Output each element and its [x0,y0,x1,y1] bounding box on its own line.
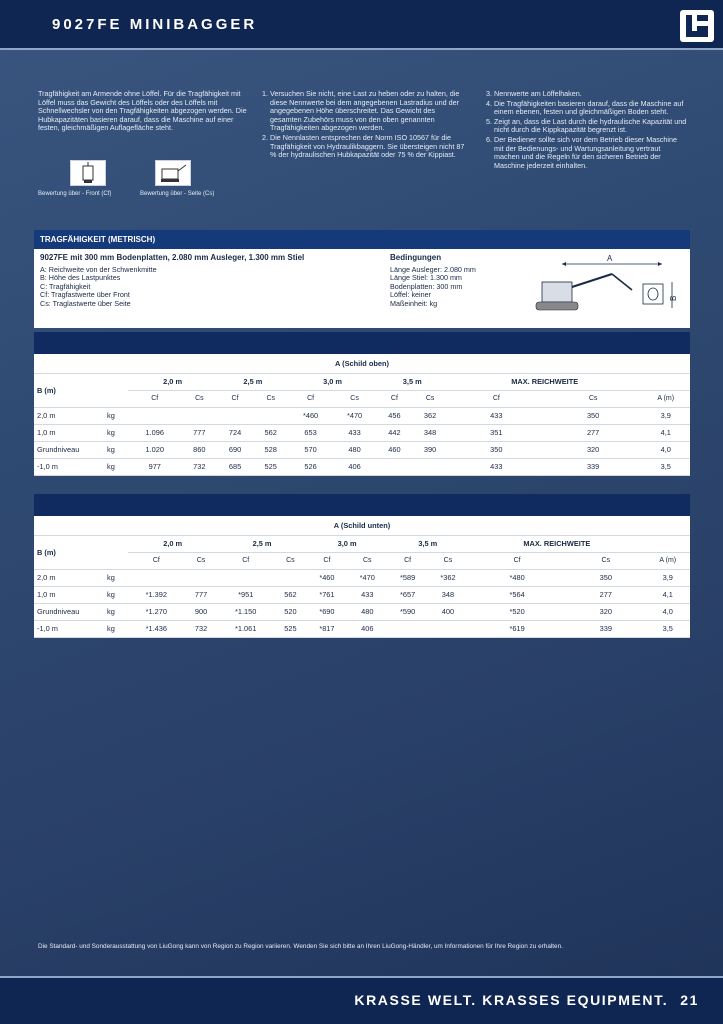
table-row [34,603,690,620]
sub-header: Cs [333,390,377,407]
height-cell: -1,0 m [34,458,104,475]
value-cell: 3,9 [646,569,690,586]
note-item: 1. Versuchen Sie nicht, eine Last zu heben oder zu halten, die diese Nennwerte bei dem angegebenen Lastradius und der angegebenen Höhe überschreitet. Das Gewicht des gesamten Zubehörs muss von den oben genannten Tragfähigkeiten abgezogen werden. [270,90,468,133]
load-table [34,516,690,638]
sub-header: A (m) [646,552,690,569]
intro-col-1 [38,90,248,133]
sub-header: Cf [387,552,427,569]
reach-header: MAX. REICHWEITE [448,373,642,390]
value-cell: 4,0 [642,441,691,458]
load-table-blade-up [34,332,690,476]
value-cell: 653 [289,424,333,441]
value-cell: 1.096 [128,424,182,441]
table-row [34,458,690,475]
value-cell [428,620,468,637]
value-cell [217,407,253,424]
legend-item: Cf: Tragfastwerte über Front [40,290,130,300]
sub-header: Cs [185,552,218,569]
value-cell: 400 [428,603,468,620]
value-cell [128,569,185,586]
sub-header: Cs [253,390,289,407]
value-cell: 777 [182,424,218,441]
value-cell: 350 [545,407,642,424]
unit-cell: kg [104,441,128,458]
value-cell: 339 [545,458,642,475]
value-cell: 390 [412,441,448,458]
intro-paragraph: Tragfähigkeit am Armende ohne Löffel. Für die Tragfähigkeit mit Löffel muss das Gewicht des Löffels oder des Löffels mit Schnellwechsler von den Tragfähigkeiten abgezogen werden. Die Hubkapazitäten basieren darauf, dass die Maschine auf einer festen, gleichmäßigen Auflagefläche steht. [38,89,247,133]
value-cell: 528 [253,441,289,458]
unit-cell: kg [104,407,128,424]
intro-col-2 [258,90,468,161]
sub-header: Cs [428,552,468,569]
value-cell: 460 [377,441,413,458]
value-cell: *589 [387,569,427,586]
load-table [34,354,690,476]
intro-notes-list-2 [258,90,468,160]
value-cell: 339 [566,620,645,637]
reach-header: 3,5 m [387,535,468,552]
value-cell: *1.270 [128,603,185,620]
load-table-blade-down [34,494,690,638]
unit-cell: kg [104,458,128,475]
value-cell: 348 [412,424,448,441]
value-cell [182,407,218,424]
intro-col-3 [482,90,687,171]
value-cell: 900 [185,603,218,620]
config-title: 9027FE mit 300 mm Bodenplatten, 2.080 mm Ausleger, 1.300 mm Stiel [40,253,305,262]
front-rating-icon [70,160,106,186]
condition-item: Bodenplatten: 300 mm [390,281,463,291]
value-cell: 406 [333,458,377,475]
value-cell: 3,9 [642,407,691,424]
value-cell: 860 [182,441,218,458]
reach-header: 3,0 m [307,535,388,552]
table-row [34,407,690,424]
value-cell: *1.061 [217,620,274,637]
b-axis-label: B (m) [34,535,128,569]
sub-header: Cs [347,552,387,569]
value-cell: 724 [217,424,253,441]
value-cell: *1.150 [217,603,274,620]
value-cell [377,458,413,475]
value-cell: *1.392 [128,586,185,603]
value-cell: 320 [545,441,642,458]
value-cell: *520 [468,603,566,620]
value-cell: 480 [333,441,377,458]
value-cell: *470 [333,407,377,424]
legend-list [40,266,390,308]
value-cell: 777 [185,586,218,603]
table-row [34,569,690,586]
value-cell: *1.436 [128,620,185,637]
value-cell: 562 [253,424,289,441]
b-axis-label: B (m) [34,373,128,407]
sub-header: Cf [128,390,182,407]
value-cell: 732 [182,458,218,475]
sub-header: Cs [545,390,642,407]
value-cell: 351 [448,424,545,441]
liugong-logo [680,10,714,42]
intro-notes-list-3 [482,90,687,170]
sub-header: Cs [566,552,645,569]
header-bar [0,0,723,50]
value-cell: 526 [289,458,333,475]
value-cell: *951 [217,586,274,603]
front-rating-caption: Bewertung über - Front (Cf) [38,191,112,197]
sub-header: Cf [307,552,347,569]
height-cell: -1,0 m [34,620,104,637]
value-cell: *590 [387,603,427,620]
sub-header: Cs [274,552,307,569]
height-cell: 2,0 m [34,407,104,424]
height-cell: 2,0 m [34,569,104,586]
value-cell: 277 [566,586,645,603]
value-cell: 350 [448,441,545,458]
value-cell: 685 [217,458,253,475]
value-cell: *470 [347,569,387,586]
footer-bar [0,976,723,1024]
table-row [34,424,690,441]
legend-item: C: Tragfähigkeit [40,281,91,291]
value-cell: 3,5 [646,620,690,637]
value-cell [274,569,307,586]
sub-header: Cf [468,552,566,569]
value-cell: 348 [428,586,468,603]
reach-header: 2,5 m [217,535,306,552]
note-item: 3. Nennwerte am Löffelhaken. [494,90,687,99]
value-cell: *480 [468,569,566,586]
height-cell: Grundniveau [34,441,104,458]
reach-header: MAX. REICHWEITE [468,535,645,552]
value-cell [253,407,289,424]
value-cell: 456 [377,407,413,424]
value-cell: 350 [566,569,645,586]
condition-item: Löffel: keiner [390,290,432,300]
height-cell: 1,0 m [34,424,104,441]
value-cell: *362 [428,569,468,586]
legend-item: B: Höhe des Lastpunktes [40,273,121,283]
value-cell [217,569,274,586]
value-cell [387,620,427,637]
value-cell [128,407,182,424]
value-cell: 277 [545,424,642,441]
page-number: 21 [680,992,699,1008]
value-cell: 1.020 [128,441,182,458]
sub-header: Cf [448,390,545,407]
sub-header: Cf [128,552,185,569]
value-cell: 4,1 [642,424,691,441]
sub-header: Cs [182,390,218,407]
sub-header: A (m) [642,390,691,407]
note-item: 4. Die Tragfähigkeiten basieren darauf, dass die Maschine auf einem ebenen, festen und gleichmäßigen Boden steht. [494,100,687,117]
value-cell: 480 [347,603,387,620]
value-cell: 433 [448,407,545,424]
value-cell: *817 [307,620,347,637]
spec-panel [34,230,690,328]
reach-header: 3,0 m [289,373,377,390]
value-cell: *460 [289,407,333,424]
unit-cell: kg [104,620,128,637]
value-cell: *657 [387,586,427,603]
footer-slogan: KRASSE WELT. KRASSES EQUIPMENT. [354,992,669,1008]
value-cell: *564 [468,586,566,603]
table-row [34,620,690,637]
condition-item: Maßeinheit: kg [390,298,438,308]
dimension-a-label: A [607,254,613,263]
unit-cell: kg [104,569,128,586]
value-cell: 525 [274,620,307,637]
side-rating-icon [155,160,191,186]
sub-header: Cs [412,390,448,407]
legend-item: Cs: Traglastwerte über Seite [40,298,131,308]
value-cell: *460 [307,569,347,586]
value-cell: 4,0 [646,603,690,620]
note-item: 2. Die Nennlasten entsprechen der Norm ISO 10567 für die Tragfähigkeit von Hydraulikbaggern. Sie übersteigen nicht 87 % der hydraulischen Hubkapazität oder 75 % der Kippiast. [270,134,468,160]
section-title: TRAGFÄHIGKEIT (METRISCH) [34,230,690,249]
reach-header: 2,0 m [128,535,217,552]
height-cell: 1,0 m [34,586,104,603]
table-row [34,586,690,603]
conditions-title: Bedingungen [390,253,442,262]
value-cell: 732 [185,620,218,637]
dimension-b-label: B [669,295,678,301]
unit-cell: kg [104,424,128,441]
note-item: 6. Der Bediener sollte sich vor dem Betrieb dieser Maschine mit der Bedienungs- und Wartungsanleitung vertraut machen und die Regeln für den sicheren Betrieb der Maschine jederzeit einhalten. [494,136,687,170]
sub-header: Cf [217,390,253,407]
reach-header: 2,5 m [217,373,288,390]
value-cell: 406 [347,620,387,637]
side-rating-caption: Bewertung über - Seite (Cs) [140,191,215,197]
value-cell: *690 [307,603,347,620]
value-cell: 320 [566,603,645,620]
unit-cell: kg [104,586,128,603]
sub-header: Cf [289,390,333,407]
value-cell: 690 [217,441,253,458]
condition-item: Länge Stiel: 1.300 mm [390,273,462,283]
value-cell: 433 [333,424,377,441]
reach-header: 3,5 m [377,373,448,390]
value-cell: 562 [274,586,307,603]
value-cell [185,569,218,586]
value-cell: 977 [128,458,182,475]
value-cell: *761 [307,586,347,603]
value-cell: 442 [377,424,413,441]
value-cell: 4,1 [646,586,690,603]
table-caption: A (Schild unten) [34,516,690,535]
note-item: 5. Zeigt an, dass die Last durch die hydraulische Kapazität und nicht durch die Kippkapazität begrenzt ist. [494,118,687,135]
excavator-diagram [532,252,682,330]
sub-header: Cf [217,552,274,569]
table-row [34,441,690,458]
value-cell: 3,5 [642,458,691,475]
legend-item: A: Reichweite von der Schwenkmitte [40,265,157,274]
conditions-list [390,266,550,308]
value-cell: 520 [274,603,307,620]
footnote: Die Standard- und Sonderausstattung von LiuGong kann von Region zu Region variieren. Wenden Sie sich bitte an Ihren LiuGong-Händler, um Informationen für Ihre Region zu erhalten. [38,943,563,950]
value-cell: 525 [253,458,289,475]
value-cell: *619 [468,620,566,637]
value-cell: 570 [289,441,333,458]
height-cell: Grundniveau [34,603,104,620]
value-cell: 433 [448,458,545,475]
value-cell [412,458,448,475]
reach-header: 2,0 m [128,373,217,390]
value-cell: 362 [412,407,448,424]
sub-header: Cf [377,390,413,407]
unit-cell: kg [104,603,128,620]
page-title: 9027FE MINIBAGGER [52,16,258,33]
value-cell: 433 [347,586,387,603]
condition-item: Länge Ausleger: 2.080 mm [390,265,476,274]
table-caption: A (Schild oben) [34,354,690,373]
